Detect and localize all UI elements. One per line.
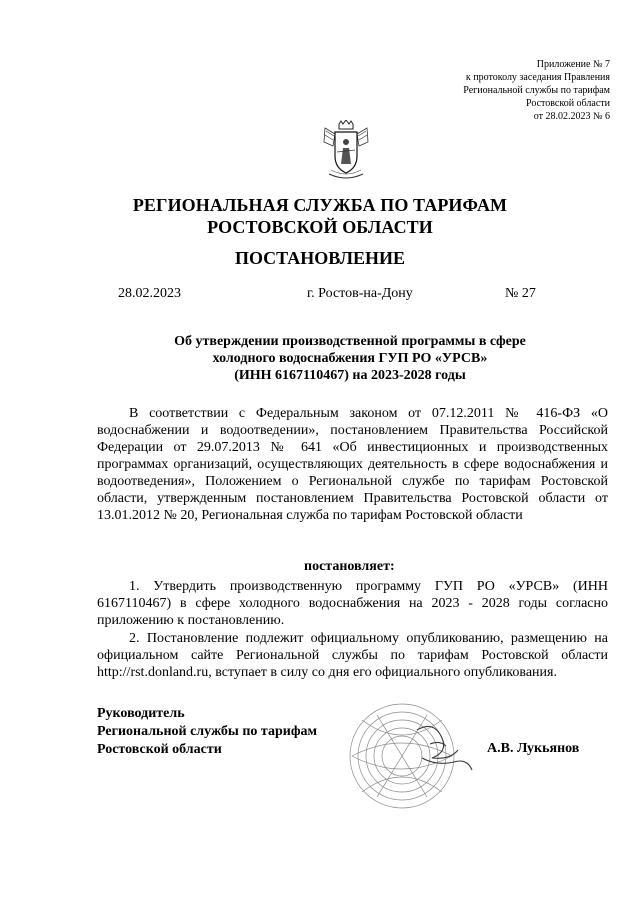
appendix-line-3: Региональной службы по тарифам	[463, 85, 610, 96]
appendix-note	[390, 58, 610, 123]
document-meta	[0, 286, 640, 304]
signer-line-1: Руководитель	[97, 706, 185, 721]
appendix-line-5: от 28.02.2023 № 6	[533, 111, 610, 122]
document-type: ПОСТАНОВЛЕНИЕ	[234, 248, 406, 268]
item-2-paragraph: 2. Постановление подлежит официальному опубликованию, размещению на официальном сайте Региональной службы по тарифам Ростовской области http://rst.donland.ru, вступает в силу со дня его официального опубликования.	[97, 631, 608, 680]
document-date: 28.02.2023	[118, 286, 181, 301]
appendix-line-2: к протоколу заседания Правления	[465, 72, 610, 83]
item-1-paragraph: 1. Утвердить производственную программу ГУП РО «УРСВ» (ИНН 6167110467) в сфере холодного водоснабжения на 2023 - 2028 годы согласно приложению к постановлению.	[97, 579, 608, 628]
organization-title	[0, 194, 640, 238]
signer-line-3: Ростовской области	[97, 742, 222, 757]
signer-block	[97, 705, 317, 759]
seal-icon	[322, 700, 482, 812]
document-number: № 27	[505, 286, 536, 301]
preamble-paragraph: В соответствии с Федеральным законом от 07.12.2011 № 416-ФЗ «О водоснабжении и водоотведении», постановлением Правительства Российской Федерации от 29.07.2013 № 641 «Об инвестиционных и производственных программах организаций, осуществляющих деятельность в сфере водоснабжения и водоотведения», Положением о Региональной службе по тарифам Ростовской области, утвержденным постановлением Правительства Ростовской области от 13.01.2012 № 20, Региональная служба по тарифам Ростовской области	[97, 406, 608, 523]
appendix-line-4: Ростовской области	[526, 98, 610, 109]
resolves-label: постановляет:	[304, 559, 395, 574]
appendix-line-1: Приложение № 7	[536, 59, 610, 70]
document-city: г. Ростов-на-Дону	[307, 286, 413, 301]
subject-line-3: (ИНН 6167110467) на 2023-2028 годы	[234, 368, 466, 383]
document-subject	[150, 333, 550, 384]
signer-line-2: Региональной службы по тарифам	[97, 724, 318, 739]
coat-of-arms-icon	[321, 120, 371, 182]
signer-name: А.В. Лукьянов	[487, 741, 580, 756]
org-title-line-1: РЕГИОНАЛЬНАЯ СЛУЖБА ПО ТАРИФАМ	[132, 195, 508, 215]
org-title-line-2: РОСТОВСКОЙ ОБЛАСТИ	[207, 217, 433, 237]
subject-line-1: Об утверждении производственной программы в сфере	[174, 334, 526, 349]
subject-line-2: холодного водоснабжения ГУП РО «УРСВ»	[212, 351, 488, 366]
